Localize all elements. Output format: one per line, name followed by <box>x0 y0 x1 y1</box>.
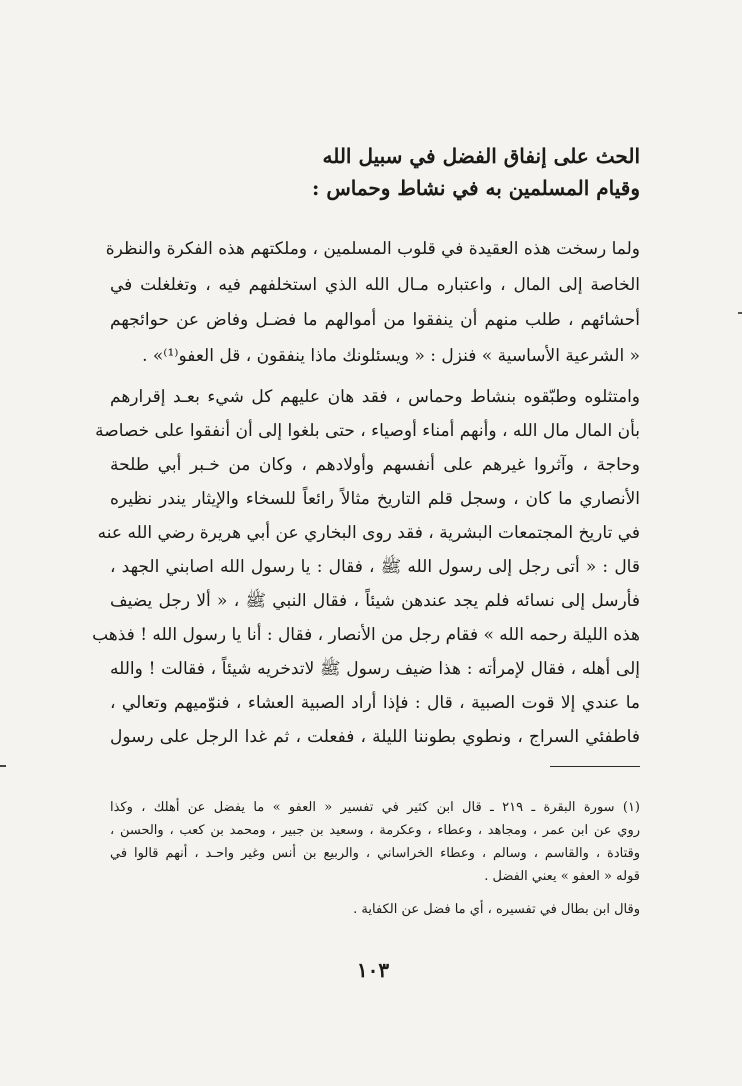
scan-edge-mark <box>738 312 742 314</box>
text-line: الخاصة إلى المال ، واعتباره مـال الله الذي استخلفهم فيه ، وتغلغلت في <box>110 274 640 295</box>
text-line: ما عندي إلا قوت الصبية ، قال : فإذا أراد الصبية العشاء ، فنوّميهم وتعالي ، <box>110 693 640 713</box>
text-line: قال : « أتى رجل إلى رسول الله ﷺ ، فقال : يا رسول الله اصابني الجهد ، <box>110 557 640 577</box>
text-line: وامتثلوه وطبّقوه بنشاط وحماس ، فقد هان عليهم كل شيء بعـد إقرارهم <box>110 387 640 407</box>
footnote-line: وقتادة ، والقاسم ، وسالم ، وعطاء الخراساني ، والربيع بن أنس وغير واحـد ، أنهم قالوا في <box>110 846 640 861</box>
text-line: في تاريخ المجتمعات البشرية ، فقد روى البخاري عن أبي هريرة رضي الله عنه <box>97 523 640 543</box>
footnotes <box>110 796 640 921</box>
text-line: هذه الليلة رحمه الله » فقام رجل من الأنصار ، فقال : أنا يا رسول الله ! فذهب <box>92 625 640 645</box>
text-line: أحشائهم ، طلب منهم أن ينفقوا من أموالهم ما فضـل وفاض عن حوائجهم <box>110 310 640 330</box>
heading-line-1: الحث على إنفاق الفضل في سبيل الله <box>322 144 640 168</box>
page-number: ١٠٣ <box>356 958 390 982</box>
footnote-line: قوله « العفو » يعني الفضل . <box>484 869 640 884</box>
text-line: « الشرعية الأساسية » فنزل : « ويسئلونك ماذا ينفقون ، قل العفو⁽¹⁾» . <box>142 345 640 366</box>
scan-edge-mark <box>0 765 6 767</box>
text-line: بأن المال مال الله ، وأنهم أمناء أوصياء ، حتى بلغوا إلى أن أنفقوا على خصاصة <box>95 421 640 441</box>
paragraph-1 <box>105 232 640 374</box>
footnote-line: وقال ابن بطال في تفسيره ، أي ما فضل عن الكفاية . <box>353 902 640 917</box>
text-line: الأنصاري ما كان ، وسجل قلم التاريخ مثالاً رائعاً للسخاء والإيثار يندر نظيره <box>110 489 640 509</box>
heading-line-2: وقيام المسلمين به في نشاط وحماس : <box>312 176 640 200</box>
section-heading <box>220 140 640 204</box>
text-line: فاطفئي السراج ، ونطوي بطوننا الليلة ، ففعلت ، ثم غدا الرجل على رسول <box>110 727 640 747</box>
text-line: وحاجة ، وآثروا غيرهم على أنفسهم وأولادهم ، وكان من خـبر أبي طلحة <box>110 455 640 475</box>
text-line: إلى أهله ، فقال لإمرأته : هذا ضيف رسول ﷺ لاتدخريه شيئاً ، فقالت ! والله <box>110 659 640 679</box>
text-line: ولما رسخت هذه العقيدة في قلوب المسلمين ، وملكتهم هذه الفكرة والنظرة <box>105 239 640 259</box>
footnote-line: (١) سورة البقرة ـ ٢١٩ ـ قال ابن كثير في تفسير « العفو » ما يفضل عن أهلك ، وكذا <box>110 800 640 815</box>
footnote-separator <box>550 766 640 767</box>
paragraph-2 <box>92 380 640 754</box>
footnote-line: روي عن ابن عمر ، ومجاهد ، وعطاء ، وعكرمة ، وسعيد بن جبير ، ومحمد بن كعب ، والحسن ، <box>110 823 640 838</box>
text-line: فأرسل إلى نسائه فلم يجد عندهن شيئاً ، فقال النبي ﷺ ، « ألا رجل يضيف <box>110 591 640 611</box>
